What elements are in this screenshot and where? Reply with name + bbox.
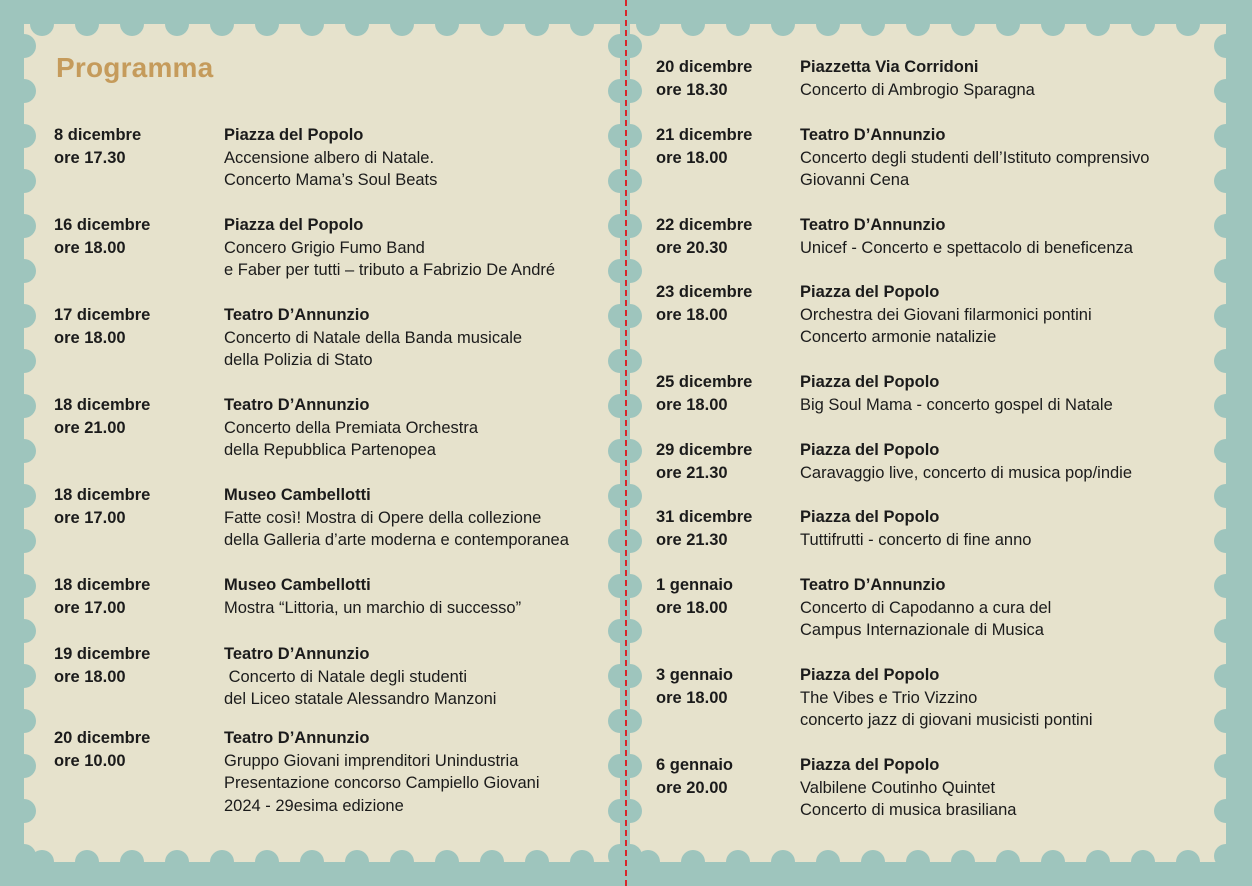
- stamp-perforation: [24, 439, 36, 463]
- event-time: ore 18.00: [656, 688, 728, 707]
- stamp-perforation: [608, 394, 620, 418]
- event-datetime: [656, 56, 752, 101]
- stamp-perforation: [24, 79, 36, 103]
- event-details: [800, 754, 1016, 822]
- event-description-line: Concerto di Natale della Banda musicale: [224, 328, 523, 347]
- stamp-perforation: [24, 574, 36, 598]
- event-description-line: del Liceo statale Alessandro Manzoni: [224, 690, 497, 708]
- event-details: [800, 664, 1093, 732]
- stamp-perforation: [1214, 214, 1226, 238]
- event-time: ore 20.30: [656, 238, 728, 257]
- event-date: 22 dicembre: [656, 216, 753, 234]
- event-description-line: The Vibes e Trio Vizzino: [800, 688, 978, 707]
- event-venue: Teatro D’Annunzio: [800, 216, 946, 234]
- event-details: [224, 484, 569, 552]
- stamp-perforation: [525, 24, 549, 36]
- event-time: ore 18.00: [656, 305, 728, 324]
- event-description-line: Campus Internazionale di Musica: [800, 621, 1044, 639]
- event-description-line: Fatte così! Mostra di Opere della collezione: [224, 508, 542, 527]
- stamp-perforation: [24, 709, 36, 733]
- stamp-perforation: [1214, 394, 1226, 418]
- stamp-perforation: [1214, 484, 1226, 508]
- event-venue: Piazza del Popolo: [800, 508, 940, 526]
- event-datetime: [54, 727, 150, 772]
- event-description-line: della Polizia di Stato: [224, 351, 373, 369]
- event-venue: Teatro D’Annunzio: [224, 729, 370, 747]
- event-datetime: [656, 214, 752, 259]
- stamp-perforation: [345, 24, 369, 36]
- event-venue: Teatro D’Annunzio: [224, 396, 370, 414]
- event-time: ore 18.00: [54, 667, 126, 686]
- event-description-line: Orchestra dei Giovani filarmonici pontini: [800, 305, 1092, 324]
- event-venue: Teatro D’Annunzio: [800, 126, 946, 144]
- event-description-line: Caravaggio live, concerto di musica pop/indie: [800, 463, 1133, 482]
- event-description-line: Unicef - Concerto e spettacolo di beneficenza: [800, 238, 1133, 257]
- event-description-line: Valbilene Coutinho Quintet: [800, 778, 996, 797]
- stamp-perforation: [24, 349, 36, 373]
- stamp-perforation: [300, 850, 324, 862]
- stamp-perforation: [1041, 850, 1065, 862]
- event-date: 29 dicembre: [656, 441, 753, 459]
- stamp-perforation: [1214, 79, 1226, 103]
- event-description-line: Concerto di Ambrogio Sparagna: [800, 80, 1035, 99]
- stamp-perforation: [1176, 850, 1200, 862]
- event-datetime: [656, 574, 733, 619]
- event-description-line: Concerto degli studenti dell’Istituto comprensivo: [800, 148, 1150, 167]
- event-datetime: [54, 574, 150, 619]
- stamp-perforation: [608, 619, 620, 643]
- stamp-perforation: [771, 24, 795, 36]
- event-datetime: [656, 439, 752, 484]
- stamp-perforation: [630, 529, 642, 553]
- stamp-perforation: [608, 709, 620, 733]
- event-description-line: Gruppo Giovani imprenditori Unindustria: [224, 751, 519, 770]
- event-details: [800, 214, 1133, 259]
- stamp-perforation: [1214, 34, 1226, 58]
- event-details: [224, 643, 496, 711]
- stamp-perforation: [570, 24, 594, 36]
- stamp-perforation: [1131, 24, 1155, 36]
- stamp-perforation: [1086, 24, 1110, 36]
- stamp-perforation: [24, 529, 36, 553]
- stamp-perforation: [210, 850, 234, 862]
- stamp-perforation: [608, 664, 620, 688]
- event-time: ore 17.00: [54, 598, 126, 617]
- stamp-perforation: [24, 304, 36, 328]
- event-date: 20 dicembre: [54, 729, 151, 747]
- stamp-perforation: [630, 34, 642, 58]
- stamp-perforation: [630, 484, 642, 508]
- stamp-perforation: [681, 24, 705, 36]
- stamp-perforation: [608, 574, 620, 598]
- event-venue: Teatro D’Annunzio: [224, 645, 370, 663]
- stamp-perforation: [630, 79, 642, 103]
- stamp-perforation: [210, 24, 234, 36]
- event-venue: Piazzetta Via Corridoni: [800, 58, 979, 76]
- stamp-perforation: [906, 24, 930, 36]
- event-description-line: Concerto Mama’s Soul Beats: [224, 171, 438, 189]
- stamp-perforation: [24, 124, 36, 148]
- stamp-perforation: [608, 754, 620, 778]
- event-date: 8 dicembre: [54, 126, 142, 144]
- stamp-perforation: [608, 34, 620, 58]
- event-date: 6 gennaio: [656, 756, 734, 774]
- event-description-line: Accensione albero di Natale.: [224, 148, 435, 167]
- event-venue: Museo Cambellotti: [224, 486, 371, 504]
- stamp-perforation: [816, 24, 840, 36]
- stamp-perforation: [608, 259, 620, 283]
- event-venue: Teatro D’Annunzio: [224, 306, 370, 324]
- stamp-perforation: [630, 394, 642, 418]
- event-date: 18 dicembre: [54, 576, 151, 594]
- event-venue: Piazza del Popolo: [800, 441, 940, 459]
- stamp-perforation: [480, 850, 504, 862]
- event-time: ore 21.00: [54, 418, 126, 437]
- stamp-perforation: [608, 844, 620, 862]
- stamp-perforation: [630, 709, 642, 733]
- event-date: 3 gennaio: [656, 666, 734, 684]
- stamp-perforation: [726, 850, 750, 862]
- event-time: ore 18.00: [656, 395, 728, 414]
- event-venue: Teatro D’Annunzio: [800, 576, 946, 594]
- stamp-perforation: [608, 214, 620, 238]
- stamp-perforation: [630, 304, 642, 328]
- event-datetime: [656, 124, 752, 169]
- event-venue: Piazza del Popolo: [800, 373, 940, 391]
- stamp-perforation: [1214, 124, 1226, 148]
- stamp-perforation: [1214, 664, 1226, 688]
- stamp-perforation: [300, 24, 324, 36]
- event-time: ore 10.00: [54, 751, 126, 770]
- event-details: [224, 394, 478, 462]
- stamp-perforation: [120, 850, 144, 862]
- stamp-perforation: [681, 850, 705, 862]
- stamp-perforation: [1214, 709, 1226, 733]
- stamp-perforation: [1214, 349, 1226, 373]
- event-date: 21 dicembre: [656, 126, 753, 144]
- stamp-perforation: [30, 24, 54, 36]
- stamp-perforation: [1214, 529, 1226, 553]
- event-description-line: Concerto di musica brasiliana: [800, 801, 1017, 819]
- stamp-perforation: [435, 850, 459, 862]
- stamp-perforation: [24, 34, 36, 58]
- event-date: 16 dicembre: [54, 216, 151, 234]
- event-details: [800, 574, 1051, 642]
- stamp-perforation: [630, 439, 642, 463]
- event-datetime: [54, 394, 150, 439]
- stamp-perforation: [630, 259, 642, 283]
- stamp-perforation: [630, 619, 642, 643]
- event-description-line: Tuttifrutti - concerto di fine anno: [800, 530, 1032, 549]
- stamp-perforation: [630, 844, 642, 862]
- stamp-perforation: [165, 850, 189, 862]
- stamp-perforation: [630, 214, 642, 238]
- event-venue: Piazza del Popolo: [800, 756, 940, 774]
- event-description-line: Big Soul Mama - concerto gospel di Natale: [800, 395, 1113, 414]
- stamp-perforation: [630, 574, 642, 598]
- stamp-perforation: [608, 799, 620, 823]
- event-date: 25 dicembre: [656, 373, 753, 391]
- stamp-perforation: [608, 169, 620, 193]
- event-description-line: Giovanni Cena: [800, 171, 910, 189]
- event-time: ore 17.30: [54, 148, 126, 167]
- event-details: [224, 727, 540, 817]
- stamp-perforation: [480, 24, 504, 36]
- stamp-perforation: [570, 850, 594, 862]
- stamp-perforation: [390, 24, 414, 36]
- stamp-perforation: [906, 850, 930, 862]
- event-datetime: [54, 484, 150, 529]
- stamp-perforation: [435, 24, 459, 36]
- event-time: ore 20.00: [656, 778, 728, 797]
- stamp-perforation: [1214, 799, 1226, 823]
- event-time: ore 18.00: [656, 598, 728, 617]
- stamp-perforation: [24, 754, 36, 778]
- event-details: [224, 574, 521, 619]
- event-datetime: [54, 214, 150, 259]
- stamp-perforation: [24, 394, 36, 418]
- event-datetime: [656, 754, 733, 799]
- stamp-perforation: [608, 439, 620, 463]
- stamp-perforation: [75, 850, 99, 862]
- event-description-line: e Faber per tutti – tributo a Fabrizio De André: [224, 261, 556, 279]
- stamp-perforation: [1214, 619, 1226, 643]
- stamp-perforation: [816, 850, 840, 862]
- stamp-perforation: [630, 664, 642, 688]
- stamp-perforation: [861, 850, 885, 862]
- event-details: [224, 304, 522, 372]
- event-datetime: [54, 124, 141, 169]
- event-description-line: Concerto di Natale degli studenti: [224, 667, 468, 686]
- event-description-line: della Galleria d’arte moderna e contemporanea: [224, 531, 569, 549]
- stamp-perforation: [608, 529, 620, 553]
- stamp-perforation: [771, 850, 795, 862]
- event-datetime: [54, 643, 150, 688]
- stamp-perforation: [1214, 754, 1226, 778]
- stamp-perforation: [630, 124, 642, 148]
- stamp-perforation: [1041, 24, 1065, 36]
- stamp-perforation: [1176, 24, 1200, 36]
- event-time: ore 18.00: [656, 148, 728, 167]
- event-description-line: Presentazione concorso Campiello Giovani: [224, 774, 540, 792]
- stamp-perforation: [120, 24, 144, 36]
- stamp-perforation: [1214, 169, 1226, 193]
- event-details: [800, 371, 1113, 416]
- stamp-perforation: [1131, 850, 1155, 862]
- stamp-perforation: [24, 664, 36, 688]
- event-date: 18 dicembre: [54, 396, 151, 414]
- stamp-perforation: [608, 304, 620, 328]
- stamp-perforation: [1214, 439, 1226, 463]
- stamp-perforation: [996, 850, 1020, 862]
- stamp-perforation: [24, 799, 36, 823]
- stamp-perforation: [608, 349, 620, 373]
- event-details: [800, 56, 1035, 101]
- event-description-line: Concerto armonie natalizie: [800, 328, 997, 346]
- event-datetime: [656, 506, 752, 551]
- event-time: ore 21.30: [656, 530, 728, 549]
- event-description-line: Concerto della Premiata Orchestra: [224, 418, 479, 437]
- event-details: [800, 124, 1149, 192]
- event-date: 23 dicembre: [656, 283, 753, 301]
- event-time: ore 18.00: [54, 328, 126, 347]
- center-cut-line: [625, 0, 627, 886]
- event-description-line: Mostra “Littoria, un marchio di successo”: [224, 598, 522, 617]
- event-details: [800, 439, 1132, 484]
- event-date: 20 dicembre: [656, 58, 753, 76]
- stamp-perforation: [608, 124, 620, 148]
- stamp-perforation: [165, 24, 189, 36]
- stamp-perforation: [861, 24, 885, 36]
- page-title: Programma: [56, 52, 214, 83]
- event-time: ore 17.00: [54, 508, 126, 527]
- event-time: ore 18.30: [656, 80, 728, 99]
- stamp-perforation: [608, 484, 620, 508]
- event-venue: Piazza del Popolo: [800, 283, 940, 301]
- stamp-perforation: [630, 169, 642, 193]
- stamp-perforation: [1214, 574, 1226, 598]
- stamp-perforation: [525, 850, 549, 862]
- stamp-perforation: [630, 754, 642, 778]
- event-time: ore 18.00: [54, 238, 126, 257]
- event-description-line: della Repubblica Partenopea: [224, 441, 436, 459]
- event-time: ore 21.30: [656, 463, 728, 482]
- event-details: [224, 124, 437, 192]
- stamp-perforation: [1214, 304, 1226, 328]
- event-venue: Piazza del Popolo: [224, 126, 364, 144]
- stamp-perforation: [24, 259, 36, 283]
- stamp-perforation: [75, 24, 99, 36]
- stamp-perforation: [24, 214, 36, 238]
- event-datetime: [54, 304, 150, 349]
- event-venue: Piazza del Popolo: [800, 666, 940, 684]
- event-datetime: [656, 664, 733, 709]
- stamp-perforation: [996, 24, 1020, 36]
- event-venue: Museo Cambellotti: [224, 576, 371, 594]
- event-datetime: [656, 371, 752, 416]
- stamp-perforation: [1214, 844, 1226, 862]
- event-details: [800, 281, 1092, 349]
- event-description-line: 2024 - 29esima edizione: [224, 796, 404, 815]
- event-details: [800, 506, 1031, 551]
- stamp-perforation: [630, 349, 642, 373]
- stamp-perforation: [24, 484, 36, 508]
- event-description-line: Concero Grigio Fumo Band: [224, 238, 425, 257]
- stamp-perforation: [636, 24, 660, 36]
- stamp-perforation: [255, 24, 279, 36]
- stamp-perforation: [630, 799, 642, 823]
- event-date: 1 gennaio: [656, 576, 734, 594]
- stamp-perforation: [24, 844, 36, 862]
- event-date: 19 dicembre: [54, 645, 151, 663]
- stamp-perforation: [390, 850, 414, 862]
- stamp-perforation: [1214, 259, 1226, 283]
- event-venue: Piazza del Popolo: [224, 216, 364, 234]
- event-date: 18 dicembre: [54, 486, 151, 504]
- stamp-perforation: [726, 24, 750, 36]
- stamp-perforation: [255, 850, 279, 862]
- stamp-perforation: [1086, 850, 1110, 862]
- stamp-perforation: [951, 24, 975, 36]
- event-date: 17 dicembre: [54, 306, 151, 324]
- stamp-perforation: [24, 169, 36, 193]
- event-details: [224, 214, 555, 282]
- stamp-perforation: [951, 850, 975, 862]
- stamp-perforation: [24, 619, 36, 643]
- event-description-line: Concerto di Capodanno a cura del: [800, 598, 1052, 617]
- event-description-line: concerto jazz di giovani musicisti pontini: [800, 711, 1093, 729]
- event-date: 31 dicembre: [656, 508, 753, 526]
- stamp-perforation: [345, 850, 369, 862]
- event-datetime: [656, 281, 752, 326]
- stamp-perforation: [608, 79, 620, 103]
